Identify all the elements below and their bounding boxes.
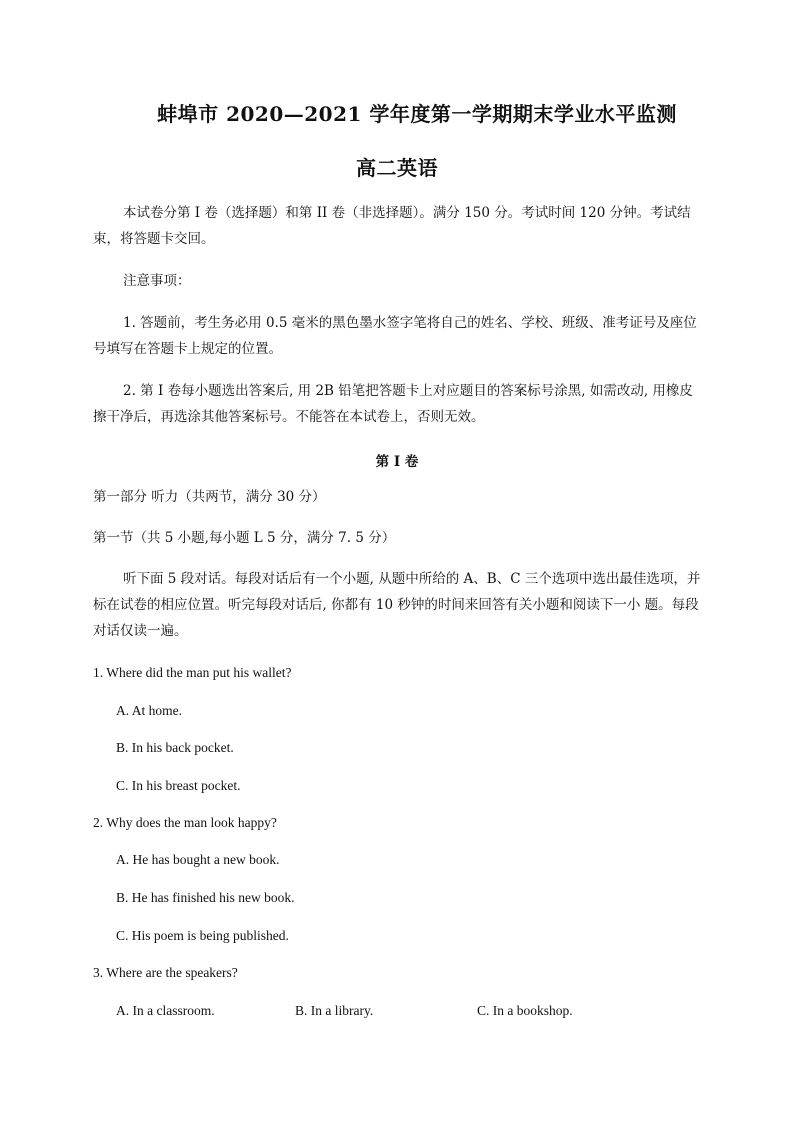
listening-instructions: 听下面 5 段对话。每段对话后有一个小题, 从题中所给的 A、B、C 三个选项中选出最佳选项，并标在试卷的相应位置。听完每段对话后, 你都有 10 秒钟的时间来回答有关小题和阅读下一小 题。每段对话仅读一遍。 [93,571,701,639]
intro-paragraph: 本试卷分第 I 卷（选择题）和第 II 卷（非选择题）。满分 150 分。考试时间 120 分钟。考试结束，将答题卡交回。 [93,205,691,247]
question-3-option-c: C. In a bookshop. [477,1003,573,1018]
exam-subtitle: 高二英语 [356,156,438,180]
question-3-option-b: B. In a library. [295,1003,374,1018]
question-3-option-a: A. In a classroom. [116,1003,215,1018]
note-1: 1. 答题前，考生务必用 0.5 毫米的黑色墨水签字笔将自己的姓名、学校、班级、准考证号及座位号填写在答题卡上规定的位置。 [93,315,697,357]
question-2-option-b: B. He has finished his new book. [116,890,295,905]
note-2: 2. 第 I 卷每小题选出答案后, 用 2B 铅笔把答题卡上对应题目的答案标号涂黑, 如需改动, 用橡皮擦干净后，再选涂其他答案标号。不能答在本试卷上，否则无效。 [93,383,693,425]
question-3-stem: 3. Where are the speakers? [93,965,238,980]
question-1-option-b: B. In his back pocket. [116,740,234,755]
notes-heading: 注意事项： [123,273,191,289]
volume-heading: 第 I 卷 [375,454,419,470]
question-2-option-a: A. He has bought a new book. [116,852,280,867]
question-1-option-a: A. At home. [116,703,182,718]
question-2-option-c: C. His poem is being published. [116,928,289,943]
section-heading: 第一节（共 5 小题,每小题 L 5 分，满分 7. 5 分） [93,530,396,546]
question-1-stem: 1. Where did the man put his wallet? [93,665,292,680]
question-1-option-c: C. In his breast pocket. [116,778,241,793]
exam-title: 蚌埠市 2020—2021 学年度第一学期期末学业水平监测 [157,102,677,126]
part-heading: 第一部分 听力（共两节，满分 30 分） [93,489,326,505]
question-2-stem: 2. Why does the man look happy? [93,815,277,830]
